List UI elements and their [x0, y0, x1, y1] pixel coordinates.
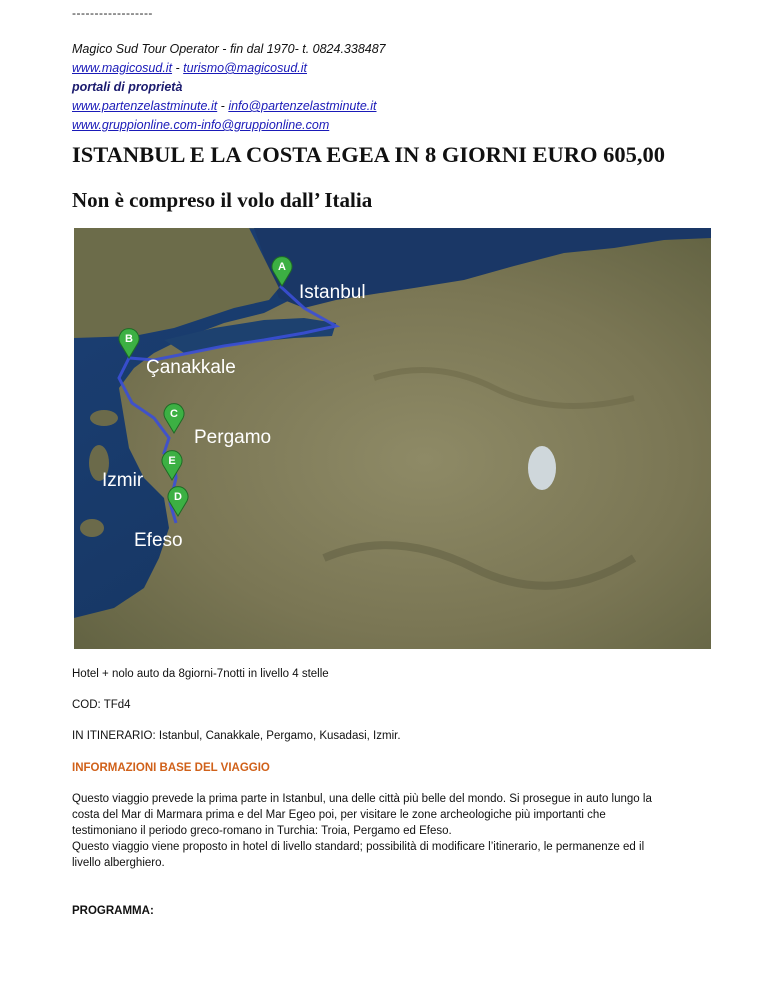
info-line-2: costa del Mar di Marmara prima e del Mar Egeo poi, per visitare le zone archeologiche più importanti che	[72, 809, 606, 821]
portal2-link[interactable]: www.gruppionline.com-info@gruppionline.com	[72, 118, 330, 132]
island	[80, 519, 104, 537]
programma-heading: PROGRAMMA:	[72, 905, 154, 917]
info-line-3: testimoniano il periodo greco-romano in Turchia: Troia, Pergamo ed Efeso.	[72, 825, 452, 837]
email-link[interactable]: turismo@magicosud.it	[183, 61, 307, 75]
itinerary-line: IN ITINERARIO: Istanbul, Canakkale, Pergamo, Kusadasi, Izmir.	[72, 730, 401, 742]
separator-dashes: ------------------	[72, 6, 153, 20]
separator: -	[172, 61, 184, 75]
city-label-efeso: Efeso	[134, 530, 183, 551]
site-link[interactable]: www.magicosud.it	[72, 61, 173, 75]
info-heading: INFORMAZIONI BASE DEL VIAGGIO	[72, 762, 270, 774]
marker-letter: C	[170, 408, 178, 420]
city-label-pergamo: Pergamo	[194, 427, 272, 448]
separator: -	[217, 99, 229, 113]
page-subtitle: Non è compreso il volo dall’ Italia	[72, 188, 373, 212]
marker-letter: E	[168, 455, 176, 467]
page-title: ISTANBUL E LA COSTA EGEA IN 8 GIORNI EURO 605,00	[72, 142, 666, 167]
hotel-line: Hotel + nolo auto da 8giorni-7notti in livello 4 stelle	[72, 668, 329, 680]
marker-letter: B	[125, 333, 133, 345]
marker-letter: D	[174, 491, 182, 503]
info-line-4: Questo viaggio viene proposto in hotel di livello standard; possibilità di modificare l’itinerario, le permanenze ed il	[72, 841, 645, 853]
map-graphic	[74, 228, 711, 649]
info-line-1: Questo viaggio prevede la prima parte in Istanbul, una delle città più belle del mondo. Si prosegue in auto lungo la	[72, 793, 652, 805]
contact-line	[72, 59, 307, 78]
city-label-canakkale: Çanakkale	[146, 357, 236, 378]
portal1-email-link[interactable]: info@partenzelastminute.it	[228, 99, 377, 113]
portal1-line	[72, 97, 377, 116]
code-line: COD: TFd4	[72, 699, 131, 711]
city-label-istanbul: Istanbul	[299, 282, 366, 303]
info-line-5: livello alberghiero.	[72, 857, 165, 869]
route-map	[74, 228, 711, 649]
city-label-izmir: Izmir	[102, 470, 144, 491]
portal2-line	[72, 116, 329, 135]
salt-lake	[528, 446, 556, 490]
portals-label: portali di proprietà	[72, 80, 183, 94]
company-line: Magico Sud Tour Operator - fin dal 1970- t. 0824.338487	[72, 42, 386, 56]
marker-letter: A	[278, 261, 286, 273]
portal1-link[interactable]: www.partenzelastminute.it	[72, 99, 218, 113]
island	[90, 410, 118, 426]
